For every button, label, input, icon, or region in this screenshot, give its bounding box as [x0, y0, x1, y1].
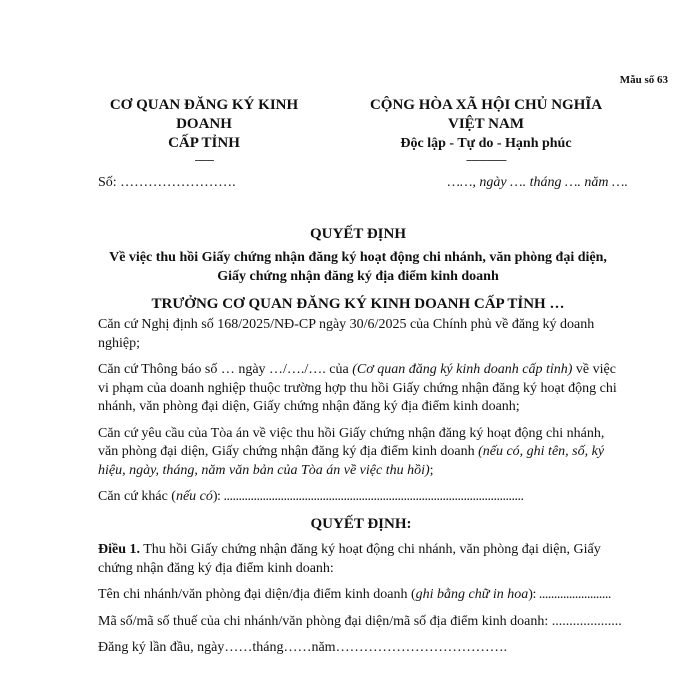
agency-divider: -------: [194, 154, 214, 166]
national-motto: Độc lập - Tự do - Hạnh phúc: [400, 136, 572, 151]
ground-notice: [98, 361, 624, 417]
ground-court-end: ;: [429, 462, 434, 478]
field-tax-code: Mã số/mã số thuế của chi nhánh/văn phòng đại diện/mã số địa điểm kinh doanh: ....................: [98, 613, 622, 629]
field-branch-name-note: ghi bằng chữ in hoa: [415, 587, 529, 602]
agency-name: CƠ QUAN ĐĂNG KÝ KINH DOANH: [109, 97, 299, 132]
document-date: ……, ngày …. tháng …. năm ….: [447, 175, 628, 190]
document-body: [98, 316, 624, 666]
ground-notice-agency: (Cơ quan đăng ký kinh doanh cấp tỉnh): [352, 362, 573, 377]
country-name: CỘNG HÒA XÃ HỘI CHỦ NGHĨA VIỆT NAM: [369, 97, 603, 132]
agency-level: CẤP TỈNH: [168, 135, 240, 151]
ground-other: [98, 488, 624, 507]
document-number: Số: …………………….: [98, 175, 236, 190]
ground-notice-text: Căn cứ Thông báo số … ngày …/…./…. của: [98, 362, 353, 377]
ground-other-text: Căn cứ khác (: [98, 489, 176, 504]
ground-court: [98, 425, 624, 481]
document-title: QUYẾT ĐỊNH: [310, 226, 406, 242]
field-branch-name-label: Tên chi nhánh/văn phòng đại diện/địa điểm kinh doanh (: [98, 587, 416, 602]
title-block: [98, 224, 618, 314]
field-first-registration: Đăng ký lần đầu, ngày……tháng……năm……………………………….: [98, 640, 508, 655]
issuing-authority: TRƯỞNG CƠ QUAN ĐĂNG KÝ KINH DOANH CẤP TỈNH …: [151, 296, 565, 312]
issuing-agency: [98, 96, 310, 167]
ground-other-fill: ): ....................................................................................................: [212, 489, 524, 504]
ground-other-note: nếu có: [175, 489, 213, 504]
document-header: [98, 96, 620, 167]
national-title: [352, 96, 620, 167]
article-1-label: Điều 1.: [98, 542, 140, 557]
decision-heading: QUYẾT ĐỊNH:: [310, 515, 412, 532]
ground-court-text: Căn cứ yêu cầu của Tòa án về việc thu hồi Giấy chứng nhận đăng ký hoạt động chi nhánh, văn phòng đại diện, Giấy chứng nhận đăng ký địa điểm kinh doanh: [98, 425, 605, 459]
field-branch-name-fill: ): ........................: [528, 587, 611, 602]
document-meta: [98, 175, 628, 191]
article-1: [98, 541, 624, 578]
ground-decree: Căn cứ Nghị định số 168/2025/NĐ-CP ngày 30/6/2025 của Chính phủ về đăng ký doanh nghiệp;: [98, 317, 595, 351]
ground-court-note: (nếu có, ghi tên, số, ký hiệu, ngày, tháng, năm văn bản của Tòa án về việc thu hồi): [98, 444, 605, 478]
document-subject: Về việc thu hồi Giấy chứng nhận đăng ký hoạt động chi nhánh, văn phòng đại diện, Giấy chứng nhận đăng ký địa điểm kinh doanh: [109, 250, 607, 284]
form-number: Mẫu số 63: [619, 74, 668, 86]
ground-notice-text-rest: về việc vi phạm của doanh nghiệp thuộc trường hợp thu hồi Giấy chứng nhận đăng ký hoạt động chi nhánh, văn phòng đại diện, Giấy chứng nhận đăng ký địa điểm kinh doanh;: [98, 362, 617, 414]
motto-divider: ---------------: [466, 154, 506, 166]
field-branch-name: [98, 586, 624, 605]
article-1-text: Thu hồi Giấy chứng nhận đăng ký hoạt động chi nhánh, văn phòng đại diện, Giấy chứng nhận đăng ký địa điểm kinh doanh:: [98, 542, 601, 576]
